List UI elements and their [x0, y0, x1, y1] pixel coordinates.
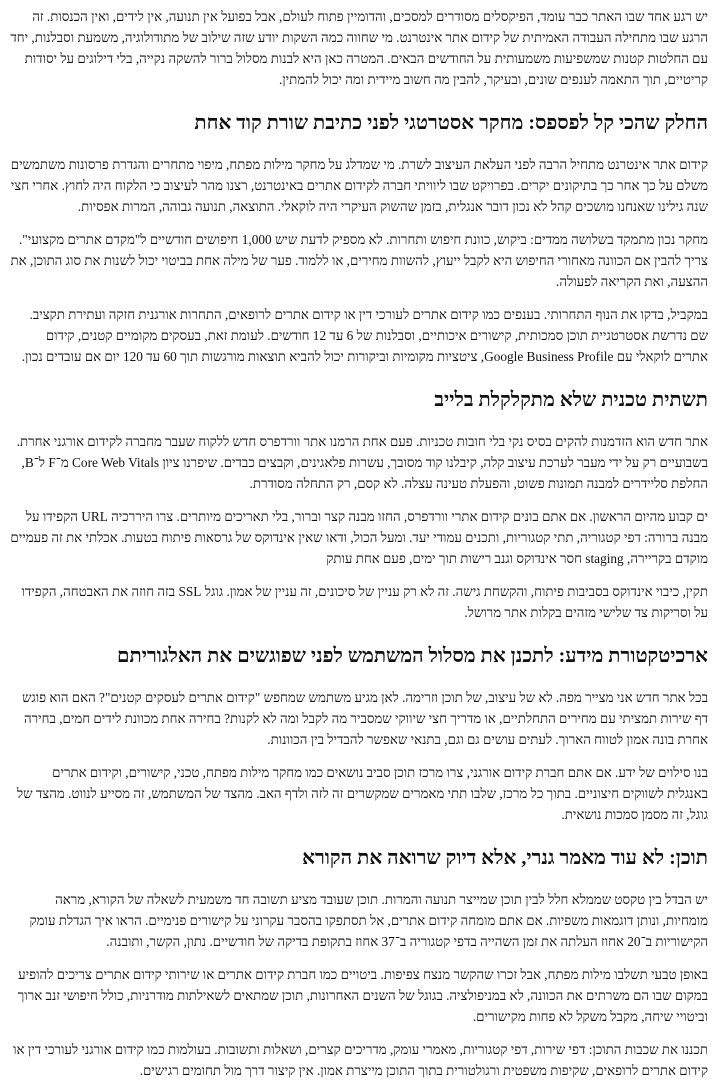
section-technical-infrastructure — [10, 387, 708, 623]
section-heading: תשתית טכנית שלא מתקלקלת בלייב — [434, 389, 708, 411]
section-paragraph: באופן טבעי תשלבו מילות מפתח, אבל זכרו שהקשר מנצח צפיפות. ביטויים כמו חברת קידום אתרים או שירותי קידום אתרים צריכים להופיע במקום שבו הם משרתים את הכוונה, לא במניפולציה. בגוגל של השנים האחרונות, תוכן שמתאים לשאילתות מודרניות, כולל חיפושי זנב ארוך וביטויי שיחה, מקבל משקל לא פחות מקישורים. — [17, 967, 708, 1024]
section-paragraph: תקין, כיבוי אינדוקס בסביבות פיתוח, והקשחת גישה. זה לא רק עניין של סיכונים, זה עניין של אמון. גוגל SSL בזה חוזה את האבטחה, הקפידו על וסריקות צד שלישי מזהים בקלות אתר מרושל. — [21, 584, 708, 620]
section-paragraph: קידום אתר אינטרנט מתחיל הרבה לפני העלאת העיצוב לשרת. מי שמדלג על מחקר מילות מפתח, מיפוי מתחרים והגדרת פרסונות משתמשים משלם על כך אחר כך בתיקונים יקרים. בפרויקט שבו ליוויתי חברה לקידום אתרים באינטרנט, רצנו מהר לעיצוב כי הלקוח היה לחוץ. אחרי חצי שנה גילינו שאנחנו מושכים קהל לא נכון דובר אנגלית, בזמן שהשוק העיקרי היה לוקאלי. התוצאה, תנועה גבוהה, המרות אפסיות. — [10, 157, 708, 214]
section-paragraph: תכננו את שכבות התוכן: דפי שירות, דפי קטגוריות, מאמרי עומק, מדריכים קצרים, ושאלות ותשובות. בעולמות כמו קידום אורגני לעורכי דין או קידום אתרים לרופאים, שקיפות משפטית ורגולטורית בתוך התוכן מייצרת אמון. אין קיצור דרך מול תחומים רגישים. — [13, 1042, 708, 1078]
section-heading: ארכיטקטורת מידע: לתכנן את מסלול המשתמש לפני שפוגשים את האלגוריתם — [117, 645, 708, 667]
section-heading: תוכן: לא עוד מאמר גנרי, אלא דיוק שרואה את הקורא — [302, 847, 708, 869]
section-content — [10, 845, 708, 1081]
section-paragraph: במקביל, בדקו את הנוף התחרותי. בענפים כמו קידום אתרים לעורכי דין או קידום אתרים לרופאים, התחרות אורגנית חזקה ועתירת תקציב. שם נדרשת אסטרטגיית תוכן סמכותית, קישורים איכותיים, וסבלנות של 6 עד 12 חודשים. לעומת זאת, בעסקים מקומיים קטנים, קידום אתרים לוקאלי עם Google Business Profile, ציטציות מקומיות וביקורות יכול להביא תוצאות מורגשות תוך 60 עד 120 יום אם עובדים נכון. — [21, 307, 708, 364]
section-paragraph: אתר חדש הוא הזדמנות להקים בסיס נקי בלי חובות טכניות. פעם אחת הרמנו אתר וורדפרס חדש ללקוח שעבר מחברה לקידום אורגני אחרת. בשבועיים רק על ידי מעבר לערכת עיצוב קלה, קיבלנו קוד מסובך, עשרות פלאגינים, וקבצים כבדים. שיפרנו ציון Core Web Vitals מ־F ל־B, החלפת סליידרים למבנה תמונות פשוט, והפעלת טעינה עצלה. לא קסם, רק התחלה מסודרת. — [16, 434, 708, 491]
intro-paragraph: יש רגע אחד שבו האתר כבר עומד, הפיקסלים מסודרים למסכים, והדומיין פתוח לעולם, אבל בפועל אין תנועה, אין לידים, ואין הכנסות. זה הרגע שבו מתחילה העבודה האמיתית של קידום אתר אינטרנט. מי שחווה כמה השקות יודע שזה שילוב של מתודולוגיה, משמעת וסבלנות, יחד עם החלטות קטנות שמשפיעות משמעותית על החודשים הבאים. המטרה כאן היא לבנות מסלול ברור להשקה נקייה, בלי דילוגים על יסודות קריטיים, תוך התאמה לענפים שונים, ובעיקר, להבין מה חשוב מיידית ומה יכול להמתין. — [10, 9, 708, 87]
section-paragraph: מחקר נכון מתמקד בשלושה ממדים: ביקוש, כוונת חיפוש ותחרות. לא מספיק לדעת שיש 1,000 חיפושים חודשיים ל"מקדם אתרים מקצועי". צריך להבין אם הכוונה מאחורי החיפוש היא לקבל ייעוץ, להשוות מחירים, או ללמוד. פער של מילה אחת בביטוי יכול לשנות את סוג התוכן, את ההצעה, ואת הקריאה לפעולה. — [10, 232, 708, 289]
section-strategic-research — [10, 110, 708, 367]
section-paragraph: בכל אתר חדש אני מצייר מפה. לא של עיצוב, של תוכן וזרימה. לאן מגיע משתמש שמחפש "קידום אתרים לעסקים קטנים"? האם הוא פוגש דף שירות תמציתי עם מחירים התחלתיים, או מדריך חצי שיווקי שמסביר מה לקבל ומה לא לקנות? בחירה אחת מכוונת לידים חמים, בחירה אחרת בונה אמון לטווח הארוך. לעתים עושים גם וגם, בתנאי שאפשר להבדיל בין הכוונות. — [21, 690, 708, 747]
section-paragraph: יש הבדל בין טקסט שממלא חלל לבין תוכן שמייצר תנועה והמרות. תוכן שעובד מציע תשובה חד משמעית לשאלה של הקורא, מראה מומחיות, ונותן דוגמאות משפיות. אם אתם מומחה קידום אתרים, אל תסתפקו בהסבר עקרוני על קישורים פנימיים. הראו איך הגדלת עומק הקישוריות ב־20 אחוז העלתה את זמן השהייה בדפי קטגוריה ב־37 אחוז בתקופת בדיקה של חודשיים. נתון, הקשר, ותובנה. — [29, 892, 708, 949]
section-paragraph: ים קבוע מהיום הראשון. אם אתם בונים קידום אתרי וורדפרס, החזו מבנה קצר וברור, בלי תאריכים מיותרים. צרו היררכיה URL הקפידו על מבנה ברורה: דפי קטגוריה, תתי קטגוריות, ותכנים עמודי יעד. ומעל הכול, ודאו שאין אינדוקס של גרסאות פיתוח בטעות. אכלתי את זה פעמיים מוקדם בקריירה, staging חסר אינדוקס וגנב רישות תוך ימים, פעם אחת עותק — [10, 509, 708, 566]
section-information-architecture — [10, 643, 708, 825]
section-heading: החלק שהכי קל לפספס: מחקר אסטרטגי לפני כתיבת שורת קוד אחת — [194, 112, 708, 134]
section-paragraph: בנו סילוים של ידע. אם אתם חברת קידום אורגני, צרו מרכז תוכן סביב נושאים כמו מחקר מילות מפתח, טכני, קישורים, וקידום אתרים באנגלית לשווקים חיצוניים. בתוך כל מרכז, שלבו תתי מאמרים שמקשרים זה לזה ולדף האב. מהצד של המשתמש, זה מסייע לנווט. מהצד של גוגל, זה מסמן סמכות נושאית. — [16, 765, 708, 822]
